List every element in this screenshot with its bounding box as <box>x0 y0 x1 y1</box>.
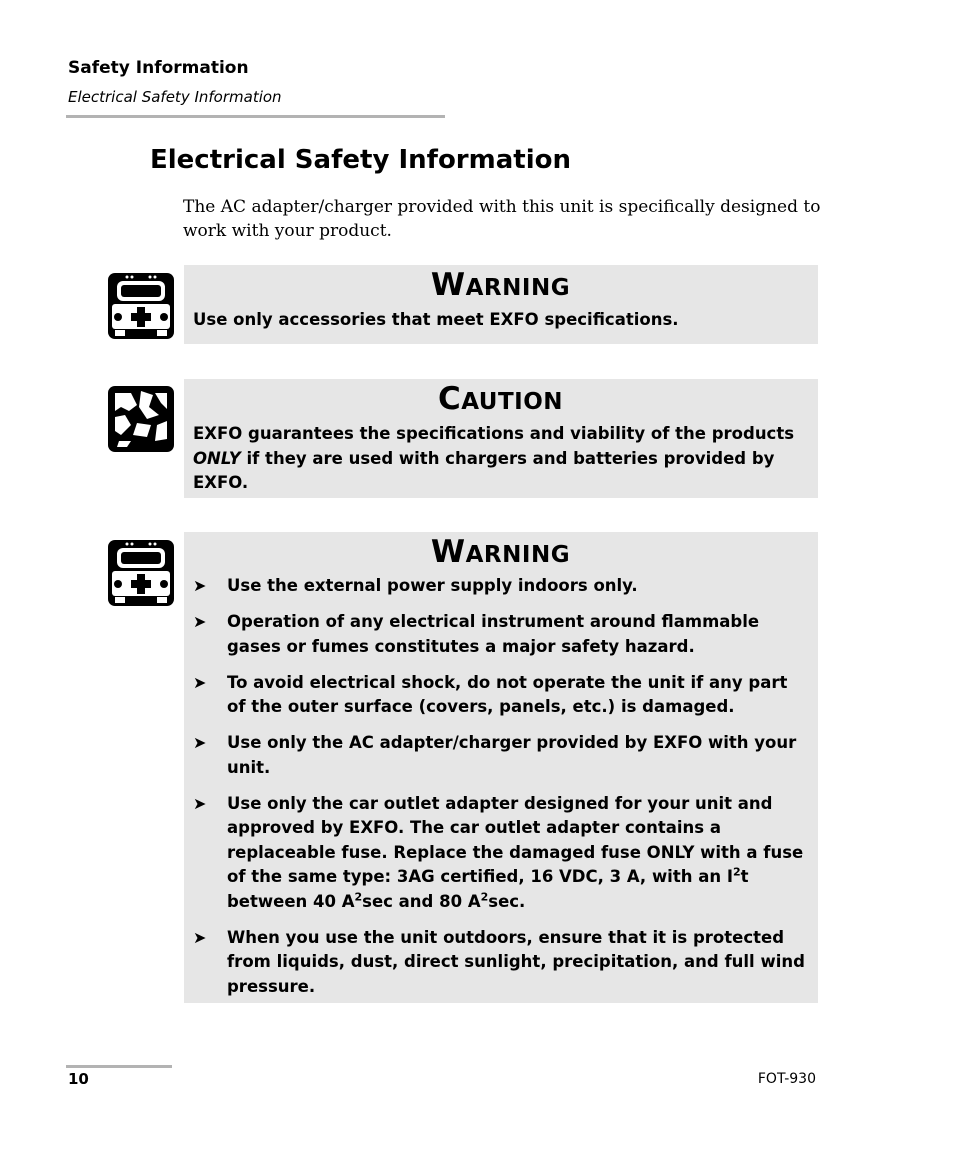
header-divider <box>66 115 445 118</box>
list-item: ➤ When you use the unit outdoors, ensure that it is protected from liquids, dust, direct sunlight, precipitation, and full wind pressure. <box>193 927 805 996</box>
list-item: ➤ Use only the AC adapter/charger provided by EXFO with your unit. <box>193 733 797 777</box>
warning-box-2 <box>184 532 818 1003</box>
running-header-section: Safety Information <box>68 58 249 78</box>
list-item: ➤ Use the external power supply indoors only. <box>193 574 808 599</box>
footer-divider <box>66 1065 172 1068</box>
document-id: FOT-930 <box>757 1071 816 1087</box>
bullet-arrow-icon: ➤ <box>193 927 207 947</box>
warning-box-1 <box>184 265 818 344</box>
bullet-arrow-icon: ➤ <box>193 672 207 692</box>
list-item: ➤ To avoid electrical shock, do not operate the unit if any part of the outer surface (covers, panels, etc.) is damaged. <box>193 672 788 716</box>
bullet-arrow-icon: ➤ <box>193 733 207 752</box>
caution-box <box>184 379 818 498</box>
bullet-arrow-icon: ➤ <box>193 576 207 595</box>
warning-text: Use only accessories that meet EXFO specifications. <box>193 310 679 329</box>
warning-heading: WARNING <box>430 534 571 570</box>
caution-heading: CAUTION <box>437 381 564 417</box>
caution-broken-icon <box>107 385 175 453</box>
warning-list <box>193 574 808 999</box>
warning-ambulance-icon <box>107 539 175 607</box>
list-item: ➤ Use only the car outlet adapter designed for your unit and approved by EXFO. The car outlet adapter contains a replaceable fuse. Replace the damaged fuse ONLY with a fuse of the same type: 3AG certified, 16 VDC, 3 A, with an $I^2t$ between 40 $A^2\sec$ and 80 $A^2\sec$. <box>193 793 804 911</box>
bullet-arrow-icon: ➤ <box>193 793 207 813</box>
intro-paragraph: The AC adapter/charger provided with this unit is specifically designed to work with your product. <box>183 197 821 241</box>
page-number: 10 <box>68 1070 89 1088</box>
page-title: Electrical Safety Information <box>150 145 571 175</box>
warning-ambulance-icon <box>107 272 175 340</box>
running-header-subsection: Electrical Safety Information <box>68 88 282 106</box>
caution-text: EXFO guarantees the specifications and viability of the products ONLY if they are used with chargers and batteries provided by EXFO. <box>193 424 795 492</box>
list-item: ➤ Operation of any electrical instrument around flammable gases or fumes constitutes a major safety hazard. <box>193 612 760 656</box>
bullet-arrow-icon: ➤ <box>193 612 207 631</box>
warning-heading: WARNING <box>430 267 571 303</box>
